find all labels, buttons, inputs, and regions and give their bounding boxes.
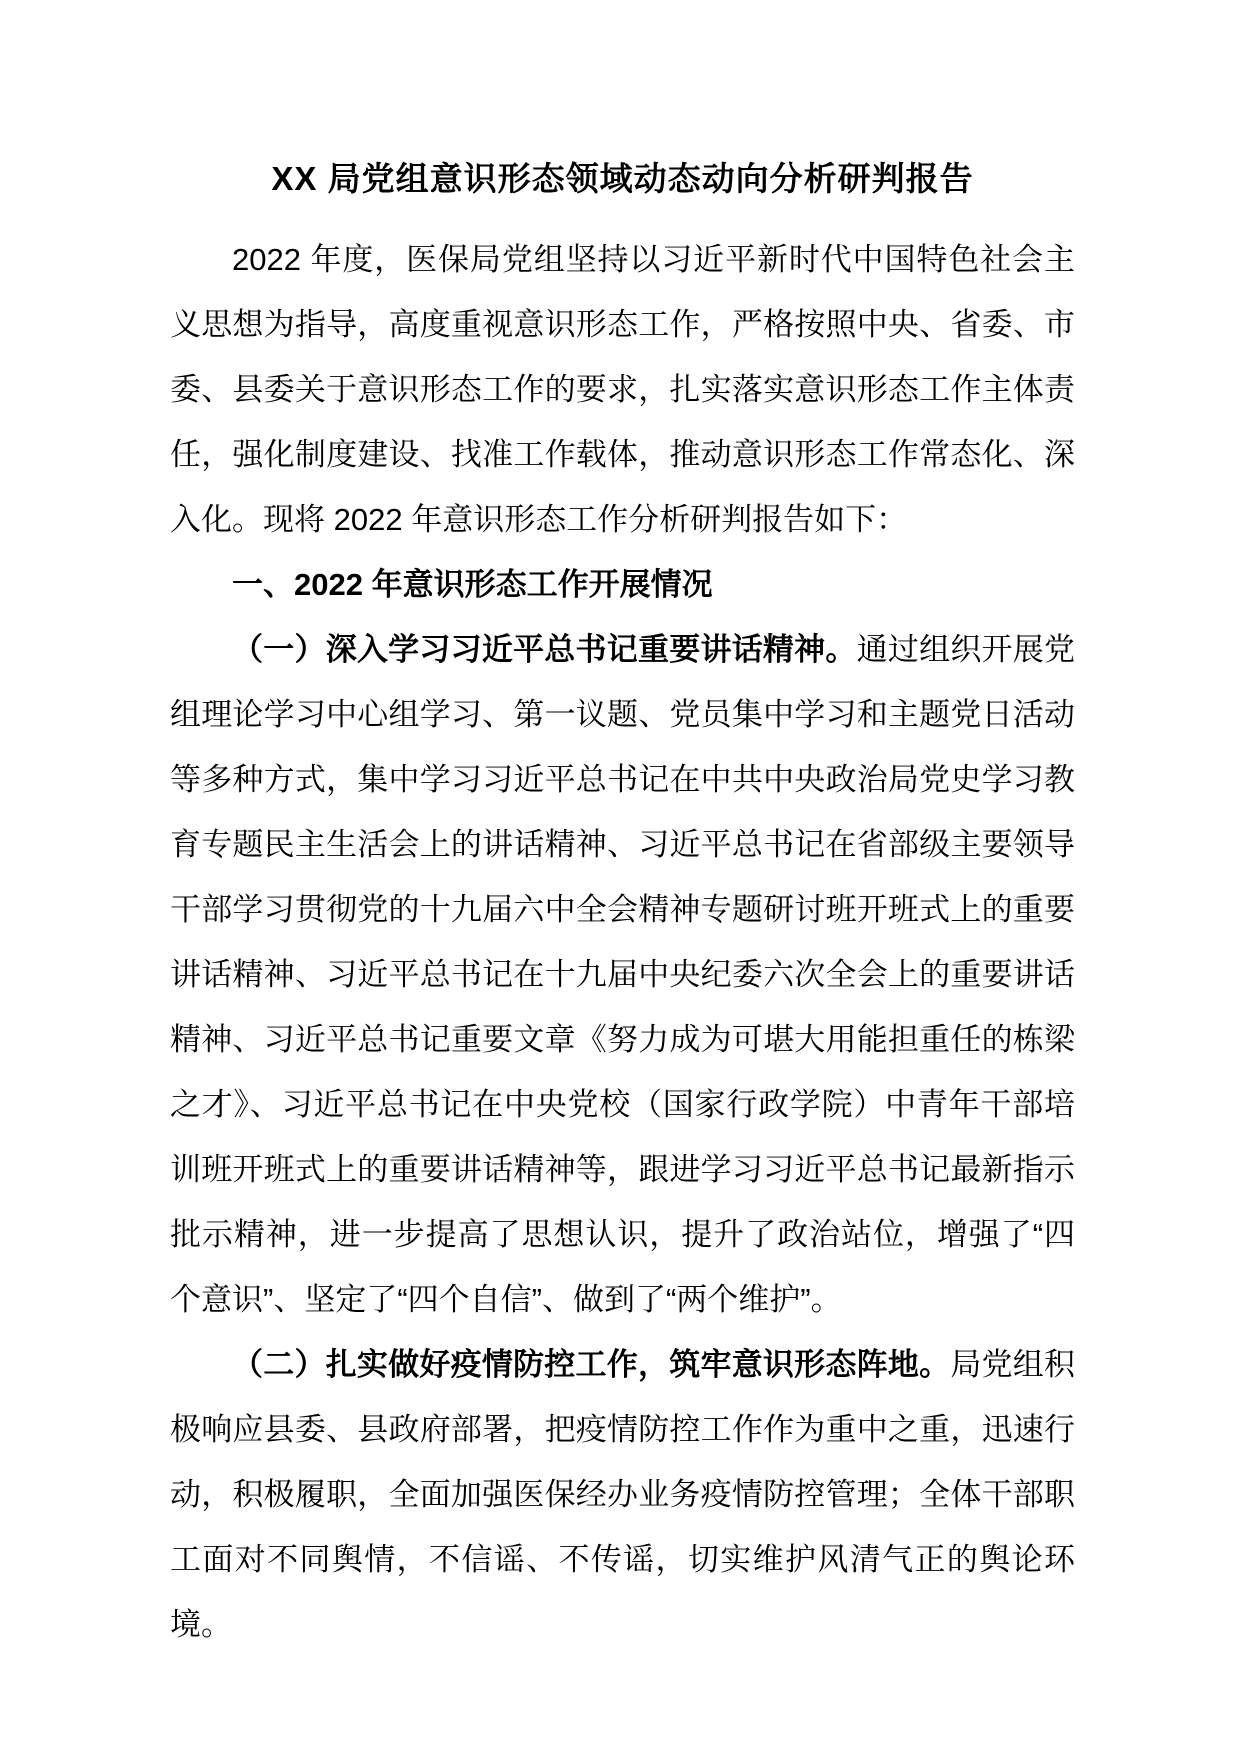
- intro-paragraph: 2022 年度，医保局党组坚持以习近平新时代中国特色社会主义思想为指导，高度重视意识形态工作，严格按照中央、省委、市委、县委关于意识形态工作的要求，扎实落实意识形态工作主体责任，强化制度建设、找准工作载体，推动意识形态工作常态化、深入化。现将 2022 年意识形态工作分析研判报告如下：: [170, 242, 1075, 537]
- item-1-paragraph: [170, 617, 1075, 1332]
- item-2-body: 局党组积极响应县委、县政府部署，把疫情防控工作作为重中之重，迅速行动，积极履职，全面加强医保经办业务疫情防控管理；全体干部职工面对不同舆情，不信谣、不传谣，切实维护风清气正的舆论环境。: [170, 1347, 1076, 1642]
- item-2-paragraph: [170, 1332, 1075, 1657]
- item-1-body: 通过组织开展党组理论学习中心组学习、第一议题、党员集中学习和主题党日活动等多种方式，集中学习习近平总书记在中共中央政治局党史学习教育专题民主生活会上的讲话精神、习近平总书记在省部级主要领导干部学习贯彻党的十九届六中全会精神专题研讨班开班式上的重要讲话精神、习近平总书记在十九届中央纪委六次全会上的重要讲话精神、习近平总书记重要文章《努力成为可堪大用能担重任的栋梁之才》、习近平总书记在中央党校（国家行政学院）中青年干部培训班开班式上的重要讲话精神等，跟进学习习近平总书记最新指示批示精神，进一步提高了思想认识，提升了政治站位，增强了“四个意识”、坚定了“四个自信”、做到了“两个维护”。: [170, 632, 1076, 1317]
- section-1-heading: 一、2022 年意识形态工作开展情况: [232, 567, 713, 602]
- item-1-lead: （一）深入学习习近平总书记重要讲话精神。: [232, 632, 857, 667]
- item-2-lead: （二）扎实做好疫情防控工作，筑牢意识形态阵地。: [232, 1347, 951, 1382]
- document-title: XX 局党组意识形态领域动态动向分析研判报告: [271, 160, 974, 197]
